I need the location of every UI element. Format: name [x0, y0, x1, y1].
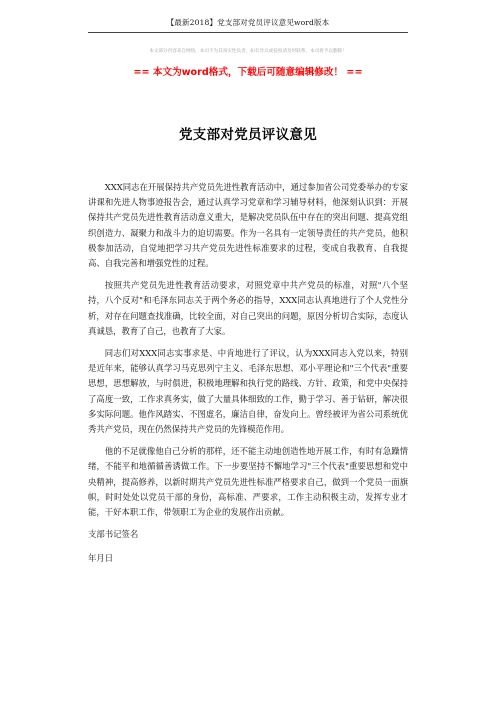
disclaimer-text: 本文部分内容来自网络，本司不为其真实性负责，如有异议或侵权请及时联系，本司将予以删除！ [149, 49, 347, 54]
paragraph: 他的不足就像他自己分析的那样，还不能主动地创造性地开展工作，有时有急躁情绪，不能平和地循循善诱做工作。下一步要坚持不懈地学习"三个代表"重要思想和党中央精神，提高修养，以新时期共产党员先进性标准严格要求自己，做到一个党员一面旗帜，时时处处以党员干部的身份，高标准、严要求，工作主动积极主动，发挥专业才能，干好本职工作，带领职工为企业的发展作出贡献。 [88, 446, 408, 518]
document-body [88, 180, 408, 576]
paragraph: XXX同志在开展保持共产党员先进性教育活动中，通过参加省公司党委举办的专家讲课和先进人物事迹报告会，通过认真学习党章和学习辅导材料，他深刻认识到：开展保持共产党员先进性教育活动意义重大，是解决党员队伍中存在的突出问题、提高党组织创造力、凝聚力和战斗力的迫切需要。作为一名具有一定领导责任的共产党员，他积极参加活动，自觉地把学习共产党员先进性标准要求的过程，变成自我教育、自我提高、自我完善和增强党性的过程。 [88, 182, 408, 269]
format-banner: == 本文为word格式，下载后可随意编辑修改！ == [133, 67, 363, 78]
page-header-title: 【最新2018】党支部对党员评议意见word版本 [166, 18, 330, 27]
date-line: 年月日 [88, 553, 114, 564]
document-title: 党支部对党员评议意见 [179, 127, 317, 143]
signature-line: 支部书记签名 [88, 529, 139, 540]
header-divider [88, 32, 408, 33]
paragraph: 按照共产党员先进性教育活动要求，对照党章中共产党员的标准，对照"八个坚持，八个反对"和毛泽东同志关于两个务必的指导，XXX同志认真地进行了个人党性分析，对存在问题查找准确，比较全面，对自己突出的问题，原因分析切合实际，态度认真诚恳，教育了自己，也教育了大家。 [88, 280, 408, 336]
paragraph: 同志们对XXX同志实事求是、中肯地进行了评议，认为XXX同志入党以来，特别是近年来，能够认真学习马克思列宁主义、毛泽东思想、邓小平理论和"三个代表"重要思想，思想解放，与时俱进，积极地理解和执行党的路线、方针、政策，和党中央保持了高度一致，工作求真务实，做了大量具体细致的工作，勤于学习、善于钻研，解决很多实际问题。他作风踏实、不图虚名，廉洁自律，奋发向上。曾经被评为省公司系统优秀共产党员，现在仍然保持共产党员的先锋模范作用。 [88, 348, 408, 435]
